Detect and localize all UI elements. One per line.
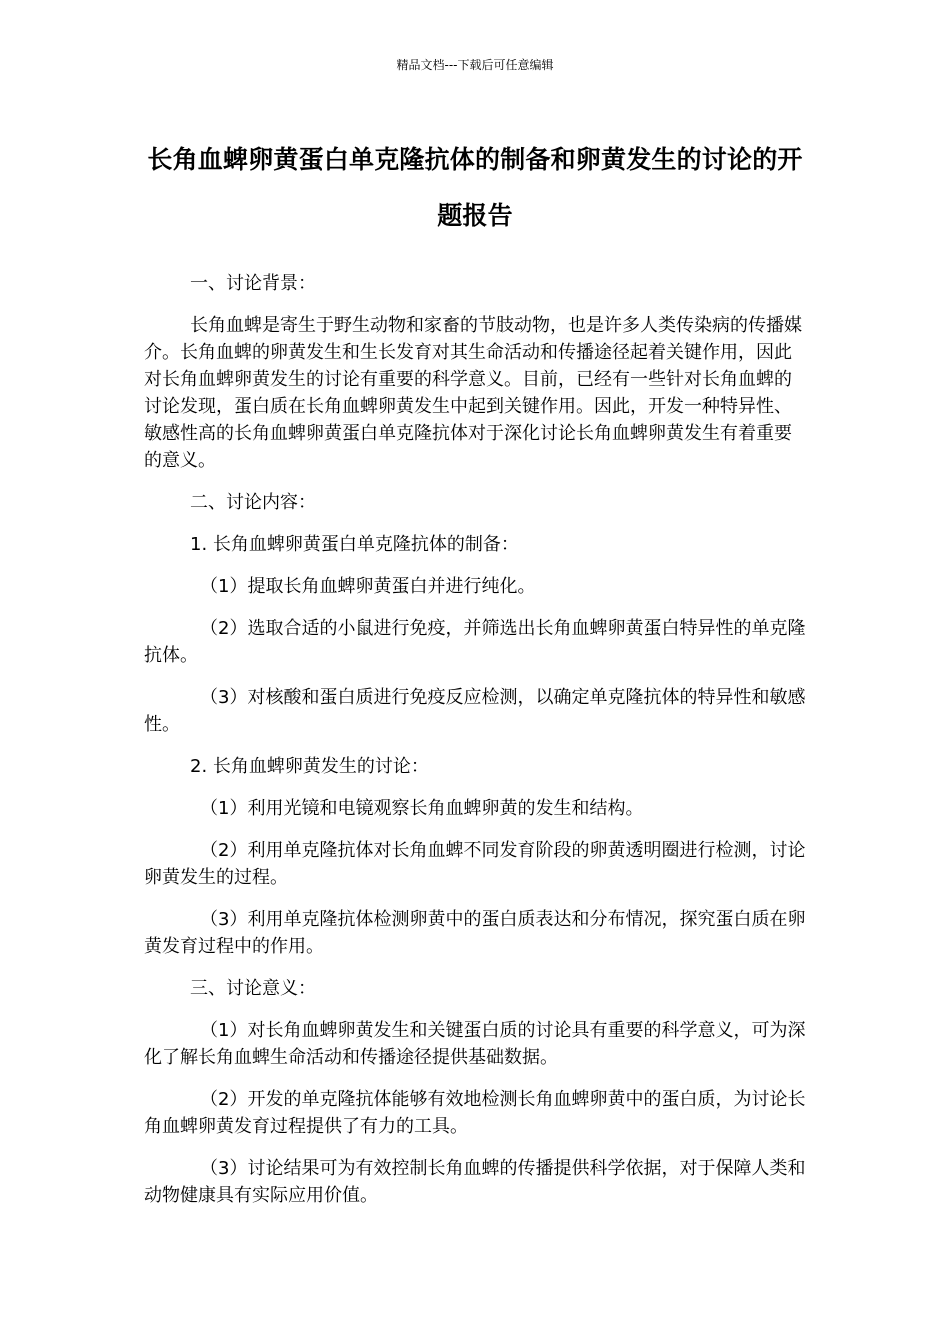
subsection-heading-antibody: 1. 长角血蜱卵黄蛋白单克隆抗体的制备： [190,534,519,555]
running-header: 精品文档---下载后可任意编辑 [396,58,554,72]
section-heading-background: 一、讨论背景： [190,273,316,294]
background-paragraph: 长角血蜱是寄生于野生动物和家畜的节肢动物，也是许多人类传染病的传播媒介。长角血蜱的卵黄发生和生长发育对其生命活动和传播途径起着关键作用，因此对长角血蜱卵黄发生的讨论有重要的科学意义。目前，已经有一些针对长角血蜱的讨论发现，蛋白质在长角血蜱卵黄发生中起到关键作用。因此，开发一种特异性、敏感性高的长角血蜱卵黄蛋白单克隆抗体对于深化讨论长角血蜱卵黄发生有着重要的意义。 [144,315,802,471]
list-item: （3）利用单克隆抗体检测卵黄中的蛋白质表达和分布情况，探究蛋白质在卵黄发育过程中的作用。 [144,909,806,957]
subsection-heading-vitellogenesis: 2. 长角血蜱卵黄发生的讨论： [190,756,429,777]
list-item: （1）对长角血蜱卵黄发生和关键蛋白质的讨论具有重要的科学意义，可为深化了解长角血蜱生命活动和传播途径提供基础数据。 [144,1020,806,1068]
list-item: （3）对核酸和蛋白质进行免疫反应检测，以确定单克隆抗体的特异性和敏感性。 [144,687,806,735]
list-item: （2）利用单克隆抗体对长角血蜱不同发育阶段的卵黄透明圈进行检测，讨论卵黄发生的过程。 [144,840,806,888]
list-item: （3）讨论结果可为有效控制长角血蜱的传播提供科学依据，对于保障人类和动物健康具有实际应用价值。 [144,1158,806,1206]
document-body [144,270,806,1224]
section-heading-significance: 三、讨论意义： [190,978,316,999]
list-item: （2）开发的单克隆抗体能够有效地检测长角血蜱卵黄中的蛋白质，为讨论长角血蜱卵黄发育过程提供了有力的工具。 [144,1089,806,1137]
section-heading-content: 二、讨论内容： [190,492,316,513]
list-item: （1）利用光镜和电镜观察长角血蜱卵黄的发生和结构。 [200,798,644,819]
list-item: （2）选取合适的小鼠进行免疫，并筛选出长角血蜱卵黄蛋白特异性的单克隆抗体。 [144,618,806,666]
list-item: （1）提取长角血蜱卵黄蛋白并进行纯化。 [200,576,536,597]
document-title: 长角血蜱卵黄蛋白单克隆抗体的制备和卵黄发生的讨论的开题报告 [147,145,803,230]
